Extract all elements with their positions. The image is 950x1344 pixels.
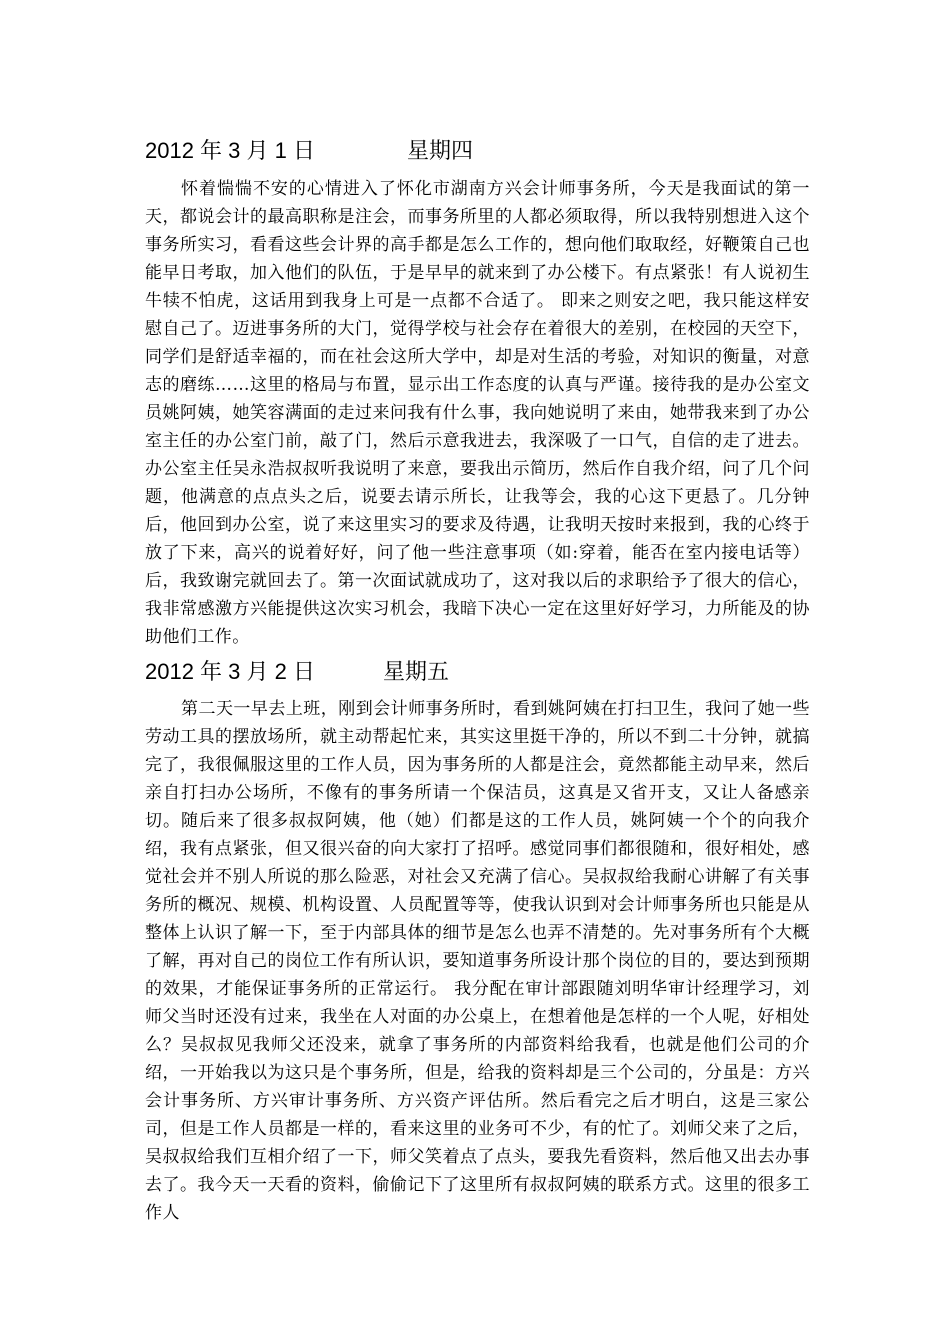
entry-body: 怀着惴惴不安的心情进入了怀化市湖南方兴会计师事务所，今天是我面试的第一天，都说会计的最高职称是注会，而事务所里的人都必须取得，所以我特别想进入这个事务所实习，看看这些会计界的高手都是怎么工作的，想向他们取取经，好鞭策自己也能早日考取，加入他们的队伍，于是早早的就来到了办公楼下。有点紧张！有人说初生牛犊不怕虎，这话用到我身上可是一点都不合适了。 即来之则安之吧，我只能这样安慰自己了。迈进事务所的大门，觉得学校与社会存在着很大的差别，在校园的天空下，同学们是舒适幸福的，而在社会这所大学中，却是对生活的考验，对知识的衡量，对意志的磨练……这里的格局与布置，显示出工作态度的认真与严谨。接待我的是办公室文员姚阿姨，她笑容满面的走过来问我有什么事，我向她说明了来由，她带我来到了办公室主任的办公室门前，敲了门，然后示意我进去，我深吸了一口气，自信的走了进去。办公室主任吴永浩叔叔听我说明了来意，要我出示简历，然后作自我介绍，问了几个问题，他满意的点点头之后，说要去请示所长，让我等会，我的心这下更悬了。几分钟后，他回到办公室，说了来这里实习的要求及待遇，让我明天按时来报到，我的心终于放了下来，高兴的说着好好，问了他一些注意事项（如:穿着，能否在室内接电话等）后，我致谢完就回去了。第一次面试就成功了，这对我以后的求职给予了很大的信心，我非常感激方兴能提供这次实习机会，我暗下决心一定在这里好好学习，力所能及的协助他们工作。 [145,179,810,647]
entry-heading [145,136,810,166]
entry-date: 2012 年 3 月 2 日 [145,659,315,684]
entry-weekday: 星期五 [383,659,450,684]
entry-heading [145,657,810,687]
entry-body: 第二天一早去上班，刚到会计师事务所时，看到姚阿姨在打扫卫生，我问了她一些劳动工具的摆放场所，就主动帮起忙来，其实这里挺干净的，所以不到二十分钟，就搞完了，我很佩服这里的工作人员，因为事务所的人都是注会，竟然都能主动早来，然后亲自打扫办公场所，不像有的事务所请一个保洁员，这真是又省开支，又让人备感亲切。随后来了很多叔叔阿姨，他（她）们都是这的工作人员，姚阿姨一个个的向我介绍，我有点紧张，但又很兴奋的向大家打了招呼。感觉同事们都很随和，很好相处，感觉社会并不别人所说的那么险恶，对社会又充满了信心。吴叔叔给我耐心讲解了有关事务所的概况、规模、机构设置、人员配置等等，使我认识到对会计师事务所也只能是从整体上认识了解一下，至于内部具体的细节是怎么也弄不清楚的。先对事务所有个大概了解，再对自己的岗位工作有所认识，要知道事务所设计那个岗位的目的，要达到预期的效果，才能保证事务所的正常运行。 我分配在审计部跟随刘明华审计经理学习，刘师父当时还没有过来，我坐在人对面的办公桌上，在想着他是怎样的一个人呢，好相处么？吴叔叔见我师父还没来，就拿了事务所的内部资料给我看，也就是他们公司的介绍，一开始我以为这只是个事务所，但是，给我的资料却是三个公司的，分虽是：方兴会计事务所、方兴审计事务所、方兴资产评估所。然后看完之后才明白，这是三家公司，但是工作人员都是一样的，看来这里的业务可不少，有的忙了。刘师父来了之后，吴叔叔给我们互相介绍了一下，师父笑着点了点头，要我先看资料，然后他又出去办事去了。我今天一天看的资料，偷偷记下了这里所有叔叔阿姨的联系方式。这里的很多工作人 [145,699,810,1223]
entry-date: 2012 年 3 月 1 日 [145,138,315,163]
entry-weekday: 星期四 [407,138,474,163]
